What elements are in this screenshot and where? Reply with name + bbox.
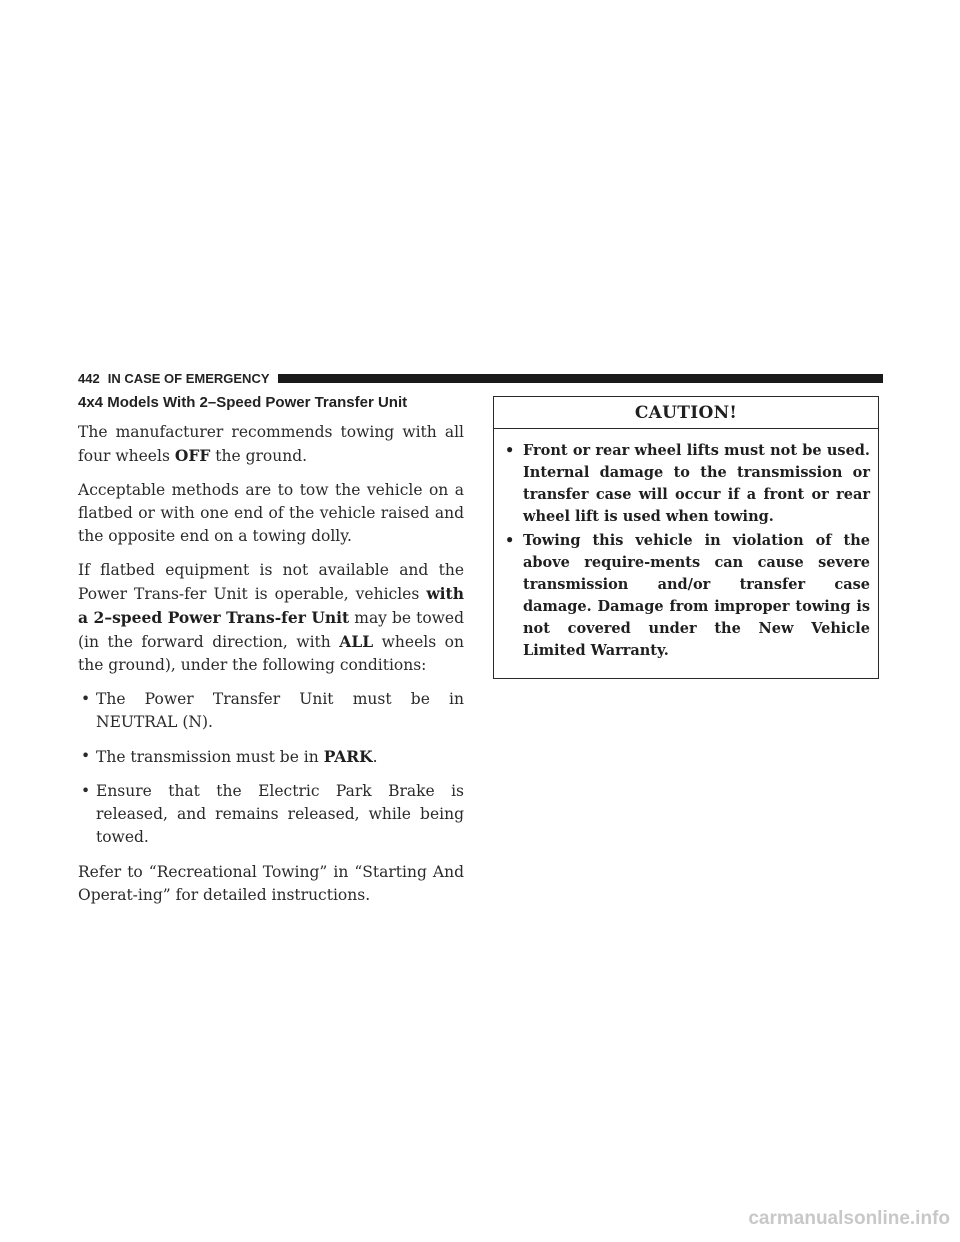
list-item: • Ensure that the Electric Park Brake is released, and remains released, while being towed. bbox=[78, 780, 464, 849]
caution-item: • Front or rear wheel lifts must not be used. Internal damage to the transmission or transfer case will occur if a front or rear wheel lift is used when towing. bbox=[502, 440, 870, 528]
caution-title: CAUTION! bbox=[494, 397, 878, 429]
page-number: 442 bbox=[78, 370, 100, 386]
list-item: • The transmission must be in PARK. bbox=[78, 745, 464, 769]
caution-box bbox=[493, 396, 879, 679]
caution-item: • Towing this vehicle in violation of the above require-ments can cause severe transmission and/or transfer case damage. Damage from improper towing is not covered under the New Vehicle Limited Warranty. bbox=[502, 530, 870, 662]
paragraph-acceptable-methods: Acceptable methods are to tow the vehicle on a flatbed or with one end of the vehicle raised and the opposite end on a towing dolly. bbox=[78, 481, 464, 545]
paragraph-towing-recommendation: The manufacturer recommends towing with all four wheels OFF the ground. bbox=[78, 423, 464, 465]
emphasis-all: ALL bbox=[339, 632, 374, 651]
page-header bbox=[78, 370, 883, 386]
emphasis-off: OFF bbox=[174, 446, 211, 465]
caution-list bbox=[494, 429, 878, 678]
section-title: IN CASE OF EMERGENCY bbox=[107, 370, 270, 386]
paragraph-conditions: If flatbed equipment is not available and the Power Trans-fer Unit is operable, vehicles with a 2–speed Power Trans-fer Unit may be towed (in the forward direction, with ALL wheels on the ground), under the following conditions: bbox=[78, 561, 465, 674]
emphasis-2speed: with a 2–speed Power Trans-fer Unit bbox=[78, 584, 464, 627]
emphasis-park: PARK bbox=[323, 747, 373, 766]
left-column bbox=[78, 394, 464, 918]
list-item: • The Power Transfer Unit must be in NEUTRAL (N). bbox=[78, 688, 464, 734]
watermark: carmanualsonline.info bbox=[748, 1208, 950, 1229]
conditions-list bbox=[78, 688, 464, 849]
sub-heading: 4x4 Models With 2–Speed Power Transfer Unit bbox=[78, 394, 408, 411]
paragraph-refer: Refer to “Recreational Towing” in “Starting And Operat-ing” for detailed instructions. bbox=[78, 863, 464, 904]
header-rule bbox=[278, 374, 884, 383]
